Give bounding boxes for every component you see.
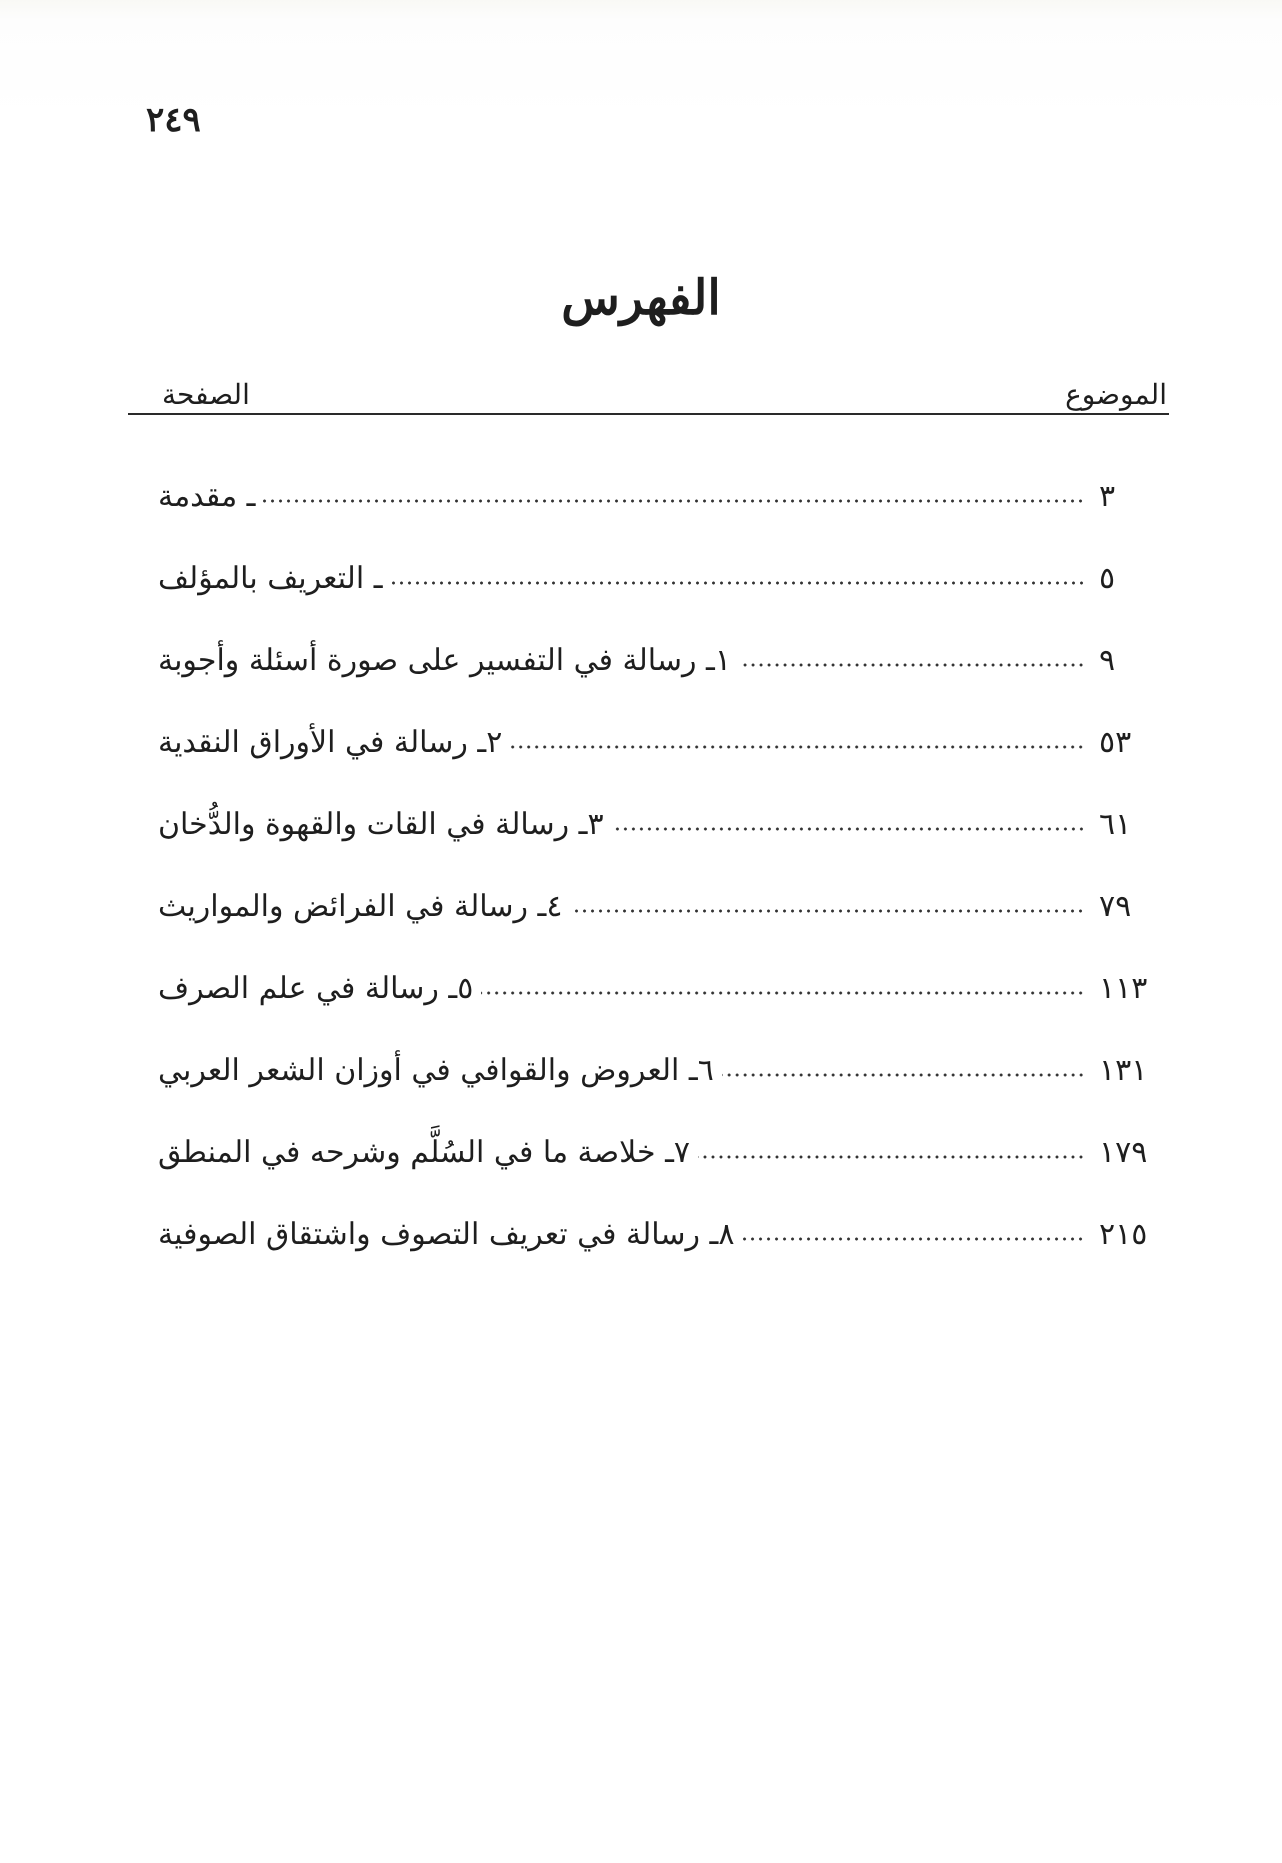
- toc-entry-page: ١١٣: [1099, 970, 1148, 1006]
- toc-entry: [158, 865, 1169, 947]
- toc-entry-title: ٣ـ رسالة في القات والقهوة والدُّخان: [158, 806, 604, 842]
- leader-dots: [481, 990, 1085, 996]
- toc-entry: [158, 1193, 1169, 1275]
- toc-entry: [158, 537, 1169, 619]
- toc-entry: [158, 1029, 1169, 1111]
- toc-entry: [158, 619, 1169, 701]
- toc-entry-title: ٥ـ رسالة في علم الصرف: [158, 970, 474, 1006]
- toc-entry-page: ١٧٩: [1099, 1134, 1148, 1170]
- leader-dots: [570, 908, 1085, 914]
- toc-entry: [158, 455, 1169, 537]
- leader-dots: [612, 826, 1085, 832]
- leader-dots: [722, 1072, 1085, 1078]
- leader-dots: [263, 498, 1085, 504]
- toc-entry: [158, 701, 1169, 783]
- leader-dots: [742, 1236, 1085, 1242]
- toc-entry-title: ـ التعريف بالمؤلف: [158, 560, 383, 596]
- toc-entry-title: ٤ـ رسالة في الفرائض والمواريث: [158, 888, 563, 924]
- toc-entry-page: ٧٩: [1099, 888, 1132, 924]
- toc-entry: [158, 783, 1169, 865]
- toc-list: [158, 455, 1169, 1275]
- toc-entry-title: ـ مقدمة: [158, 478, 256, 514]
- page-number: ٢٤٩: [146, 100, 201, 140]
- toc-entry-page: ٥: [1099, 560, 1116, 596]
- toc-entry-page: ٦١: [1099, 806, 1132, 842]
- toc-entry-title: ١ـ رسالة في التفسير على صورة أسئلة وأجوبة: [158, 642, 731, 678]
- toc-entry-page: ٣: [1099, 478, 1116, 514]
- toc-entry-title: ٨ـ رسالة في تعريف التصوف واشتقاق الصوفية: [158, 1216, 735, 1252]
- toc-entry-title: ٧ـ خلاصة ما في السُلَّم وشرحه في المنطق: [158, 1134, 691, 1170]
- toc-entry: [158, 947, 1169, 1029]
- header-divider: [128, 413, 1169, 415]
- toc-entry-page: ٩: [1099, 642, 1116, 678]
- toc-entry-title: ٦ـ العروض والقوافي في أوزان الشعر العربي: [158, 1052, 714, 1088]
- column-header-subject: الموضوع: [1065, 378, 1167, 411]
- leader-dots: [698, 1154, 1085, 1160]
- leader-dots: [510, 744, 1085, 750]
- page-title: الفهرس: [561, 270, 721, 326]
- toc-entry-page: ١٣١: [1099, 1052, 1148, 1088]
- column-header-page: الصفحة: [162, 378, 250, 411]
- leader-dots: [739, 662, 1085, 668]
- leader-dots: [391, 580, 1086, 586]
- toc-entry-page: ٢١٥: [1099, 1216, 1148, 1252]
- toc-entry-title: ٢ـ رسالة في الأوراق النقدية: [158, 724, 503, 760]
- toc-entry-page: ٥٣: [1099, 724, 1132, 760]
- toc-entry: [158, 1111, 1169, 1193]
